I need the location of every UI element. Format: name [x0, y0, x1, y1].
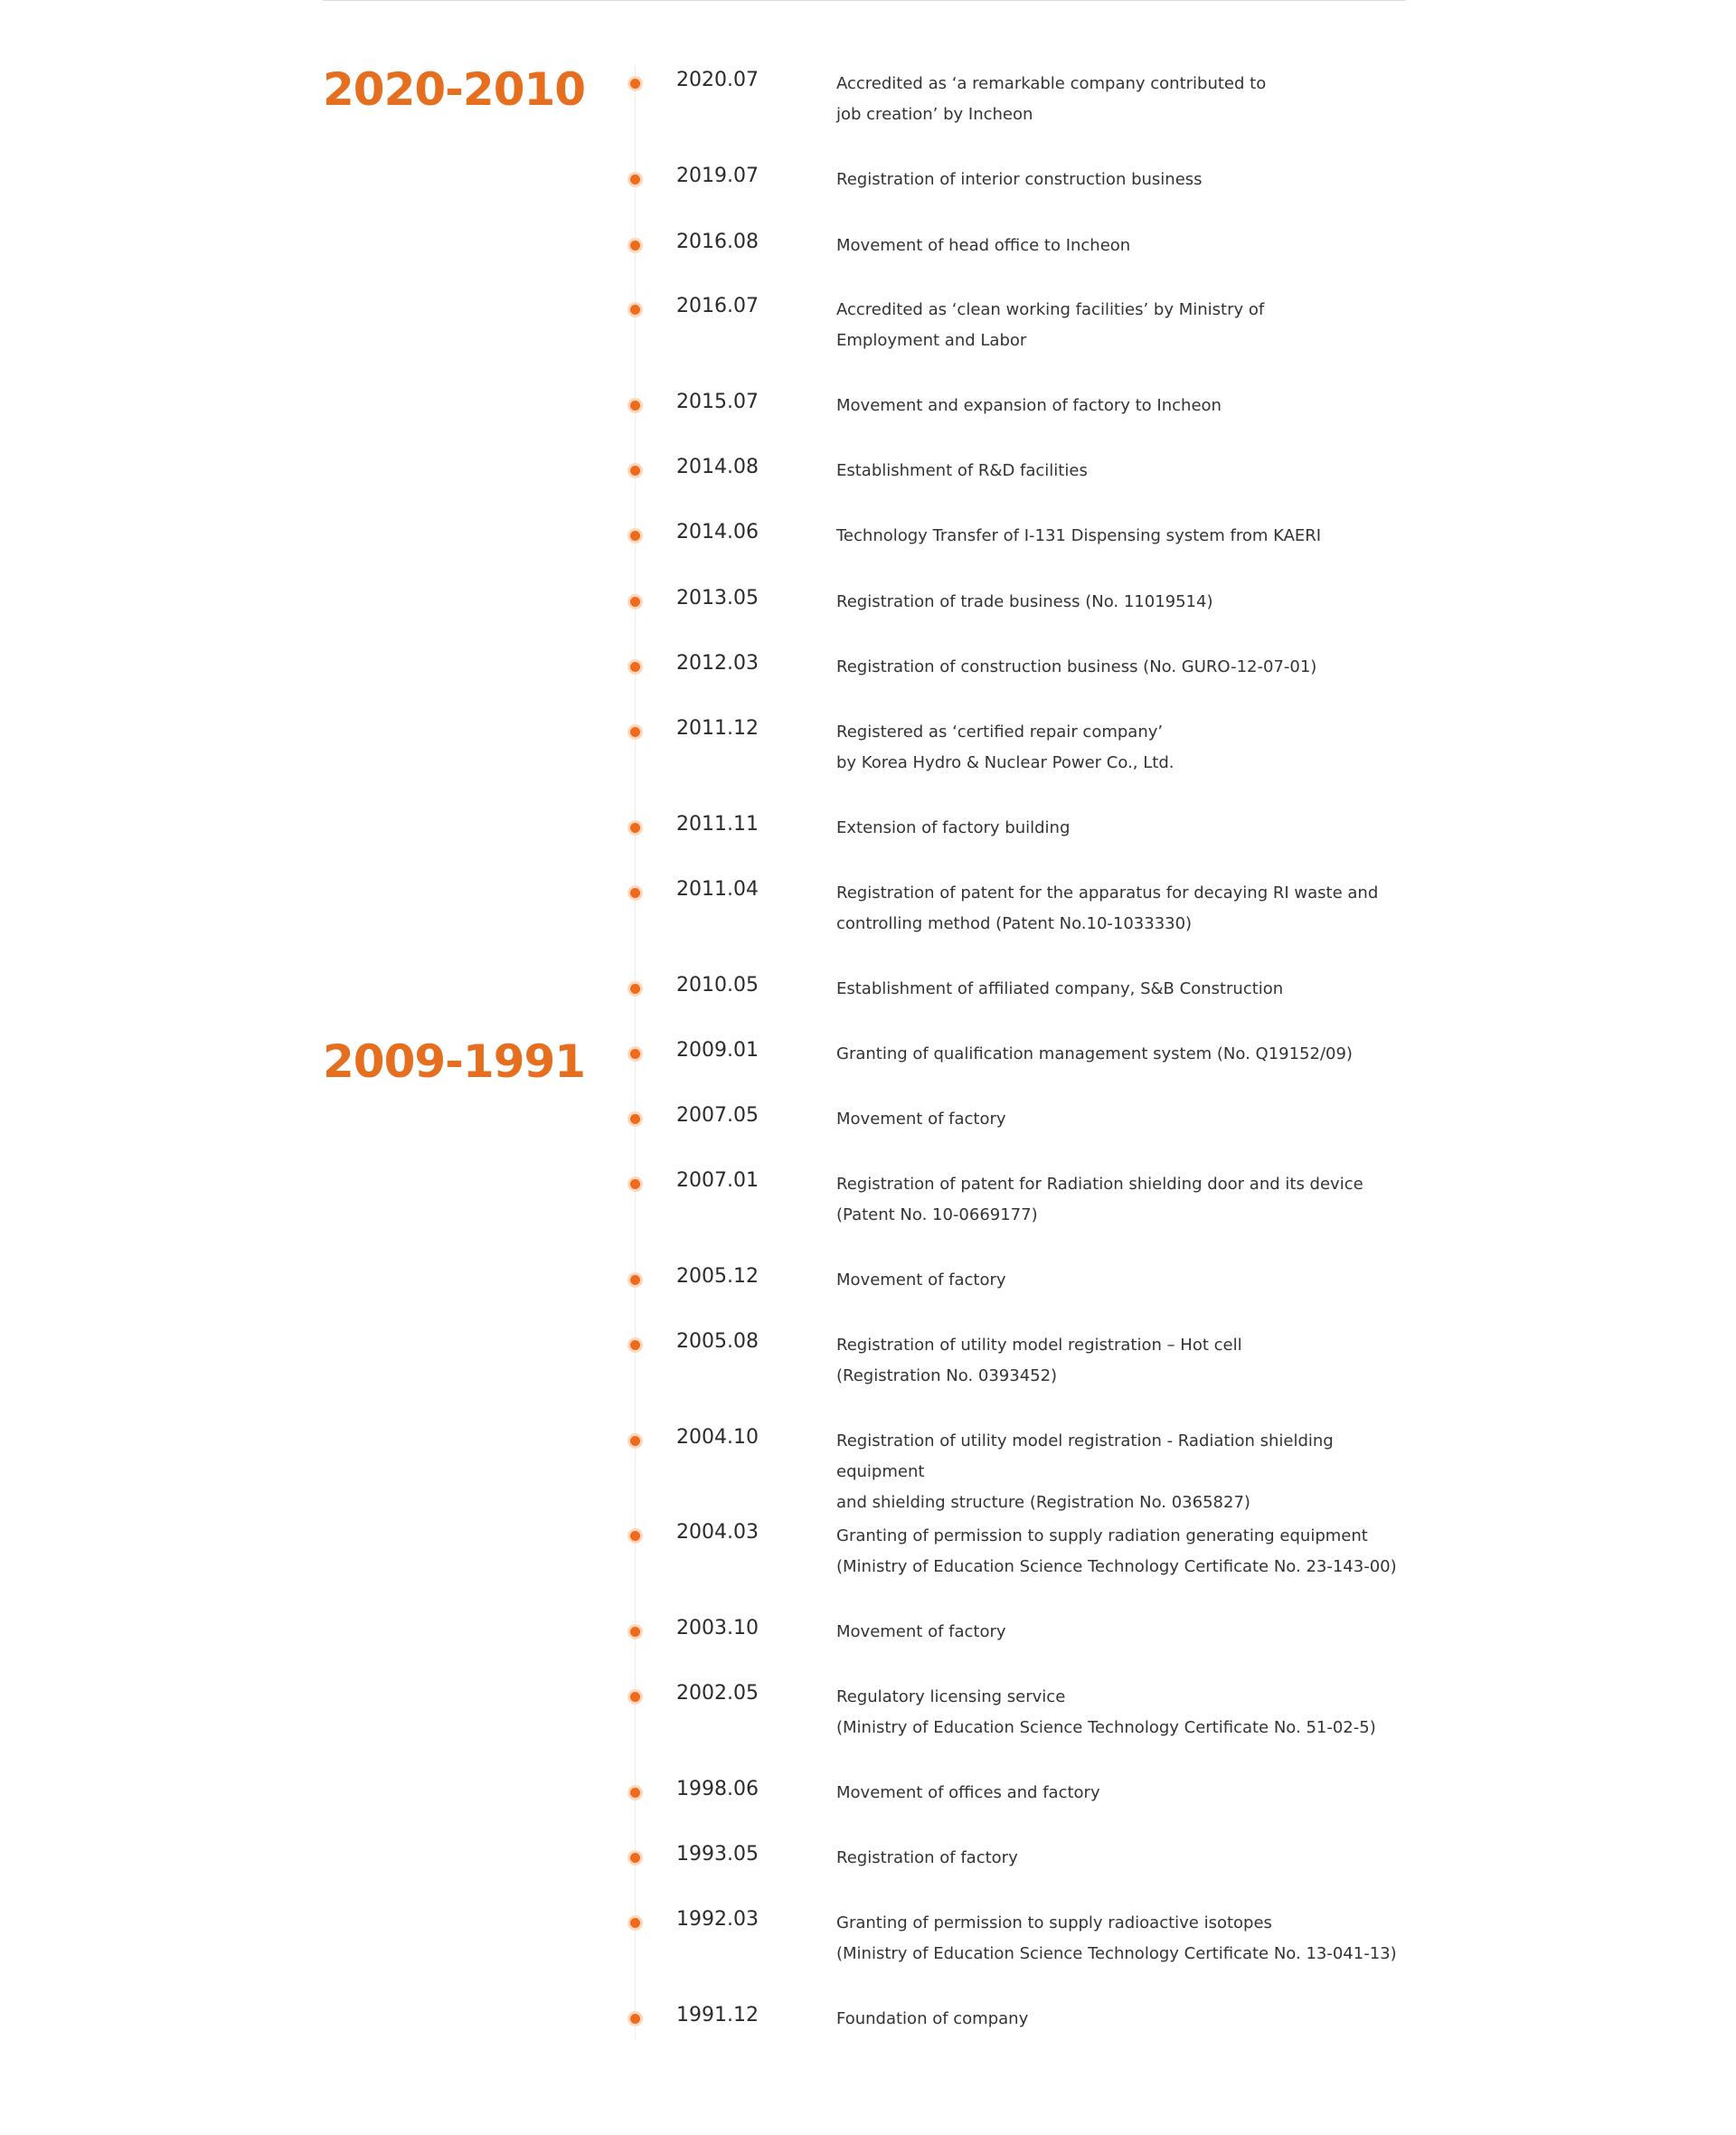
entry-date: 2003.10 — [676, 1617, 759, 1639]
timeline-entry — [624, 809, 1420, 873]
timeline-entry — [624, 65, 1420, 128]
entry-description: Registration of interior construction business — [836, 170, 1203, 189]
entry-date: 2015.07 — [676, 391, 759, 413]
entry-date: 2019.07 — [676, 165, 759, 187]
timeline-dot-icon — [630, 1114, 640, 1124]
entry-date: 1998.06 — [676, 1778, 759, 1800]
timeline-dot-icon — [630, 1436, 640, 1446]
timeline-dot-icon — [630, 727, 640, 737]
timeline-entry — [624, 648, 1420, 712]
timeline-dot-icon — [630, 466, 640, 476]
timeline-entry — [624, 1774, 1420, 1837]
entry-date: 2009.01 — [676, 1039, 759, 1062]
timeline-dot-icon — [630, 1788, 640, 1798]
timeline-dot-icon — [630, 531, 640, 541]
timeline-entry — [624, 970, 1420, 1034]
entry-description: Accredited as ‘clean working facilities’ by Ministry of Employment and Labor — [836, 300, 1265, 350]
timeline-entry — [624, 1422, 1420, 1512]
entry-date: 2004.03 — [676, 1521, 759, 1544]
entry-date: 2014.06 — [676, 521, 759, 543]
entry-description: Granting of qualification management system (No. Q19152/09) — [836, 1044, 1353, 1063]
timeline-entry — [624, 1166, 1420, 1229]
entry-description: Registration of patent for the apparatus for decaying RI waste and controlling method (Patent No.10-1033330) — [836, 883, 1379, 933]
entry-date: 2012.03 — [676, 652, 759, 675]
entry-date: 2014.08 — [676, 456, 759, 478]
timeline-entry — [624, 1327, 1420, 1390]
entry-date: 1992.03 — [676, 1908, 759, 1931]
entry-description: Movement of factory — [836, 1110, 1006, 1129]
timeline-entry — [624, 227, 1420, 290]
timeline-entry — [624, 2000, 1420, 2064]
timeline-dot-icon — [630, 1531, 640, 1541]
timeline-dot-icon — [630, 175, 640, 184]
entry-description: Regulatory licensing service (Ministry of Education Science Technology Certificate No. 51-02-5) — [836, 1687, 1376, 1737]
timeline-dot-icon — [630, 79, 640, 89]
timeline-dot-icon — [630, 1340, 640, 1350]
top-divider — [323, 0, 1406, 1]
entry-description: Registered as ‘certified repair company’ by Korea Hydro & Nuclear Power Co., Ltd. — [836, 723, 1175, 772]
entry-date: 2002.05 — [676, 1682, 759, 1705]
entry-description: Registration of utility model registration – Hot cell (Registration No. 0393452) — [836, 1336, 1242, 1385]
timeline-dot-icon — [630, 1179, 640, 1189]
timeline-entry — [624, 1035, 1420, 1099]
timeline-entry — [624, 1261, 1420, 1325]
entry-description: Movement and expansion of factory to Incheon — [836, 396, 1222, 415]
entry-date: 2013.05 — [676, 587, 759, 609]
entry-date: 1993.05 — [676, 1843, 759, 1866]
entry-description: Granting of permission to supply radiation generating equipment (Ministry of Education Science Technology Certificate No. 23-143-00) — [836, 1526, 1397, 1576]
entry-date: 2011.04 — [676, 878, 759, 901]
entry-description: Movement of offices and factory — [836, 1783, 1100, 1802]
entry-date: 2016.08 — [676, 231, 759, 253]
entry-date: 2007.05 — [676, 1104, 759, 1127]
timeline-entry — [624, 1678, 1420, 1742]
timeline-entry — [624, 517, 1420, 581]
timeline-entry — [624, 452, 1420, 515]
timeline-entry — [624, 1101, 1420, 1164]
entry-description: Movement of head office to Incheon — [836, 236, 1131, 255]
section-title-2009-1991: 2009-1991 — [323, 1035, 586, 1088]
entry-description: Movement of factory — [836, 1622, 1006, 1641]
timeline-entry — [624, 713, 1420, 777]
entry-description: Registration of patent for Radiation shielding door and its device (Patent No. 10-0669177) — [836, 1175, 1363, 1224]
timeline-dot-icon — [630, 1918, 640, 1928]
entry-description: Establishment of R&D facilities — [836, 461, 1088, 480]
entry-date: 2011.12 — [676, 717, 759, 740]
entry-description: Movement of factory — [836, 1271, 1006, 1290]
entry-date: 2004.10 — [676, 1426, 759, 1449]
entry-date: 2005.08 — [676, 1330, 759, 1353]
entry-description: Technology Transfer of I-131 Dispensing system from KAERI — [836, 526, 1322, 545]
timeline-dot-icon — [630, 662, 640, 672]
timeline-entry — [624, 874, 1420, 938]
timeline-entry — [624, 1613, 1420, 1677]
entry-date: 2016.07 — [676, 295, 759, 317]
entry-date: 1991.12 — [676, 2004, 759, 2026]
timeline-dot-icon — [630, 1853, 640, 1863]
entry-description: Registration of trade business (No. 11019514) — [836, 592, 1213, 611]
entry-date: 2005.12 — [676, 1265, 759, 1288]
entry-description: Establishment of affiliated company, S&B Construction — [836, 979, 1284, 998]
section-title-2020-2010: 2020-2010 — [323, 63, 586, 116]
entry-description: Registration of factory — [836, 1848, 1018, 1867]
entry-date: 2010.05 — [676, 974, 759, 997]
timeline-entry — [624, 1839, 1420, 1903]
entry-description: Registration of construction business (No. GURO-12-07-01) — [836, 657, 1317, 676]
timeline-dot-icon — [630, 241, 640, 250]
entry-description: Foundation of company — [836, 2009, 1029, 2028]
timeline-dot-icon — [630, 1692, 640, 1702]
timeline-dot-icon — [630, 984, 640, 994]
timeline-entry — [624, 387, 1420, 450]
timeline-entry — [624, 1904, 1420, 1968]
entry-description: Extension of factory building — [836, 818, 1071, 837]
entry-date: 2011.11 — [676, 813, 759, 836]
timeline-dot-icon — [630, 2014, 640, 2024]
timeline-entry — [624, 583, 1420, 647]
entry-description: Accredited as ‘a remarkable company contributed to job creation’ by Incheon — [836, 74, 1267, 124]
entry-date: 2007.01 — [676, 1169, 759, 1192]
timeline-entry — [624, 291, 1420, 354]
timeline-dot-icon — [630, 1275, 640, 1285]
timeline-dot-icon — [630, 305, 640, 315]
entry-description: Granting of permission to supply radioactive isotopes (Ministry of Education Science Technology Certificate No. 13-041-13) — [836, 1913, 1397, 1963]
timeline-dot-icon — [630, 401, 640, 411]
timeline-dot-icon — [630, 888, 640, 898]
timeline-dot-icon — [630, 1627, 640, 1637]
timeline-dot-icon — [630, 1049, 640, 1059]
entry-description: Registration of utility model registration - Radiation shielding equipment and shielding structure (Registration No. 0365827) — [836, 1431, 1334, 1512]
entry-date: 2020.07 — [676, 69, 759, 91]
timeline-dot-icon — [630, 597, 640, 607]
timeline-entry — [624, 161, 1420, 224]
timeline-entry — [624, 1517, 1420, 1581]
timeline-dot-icon — [630, 823, 640, 833]
